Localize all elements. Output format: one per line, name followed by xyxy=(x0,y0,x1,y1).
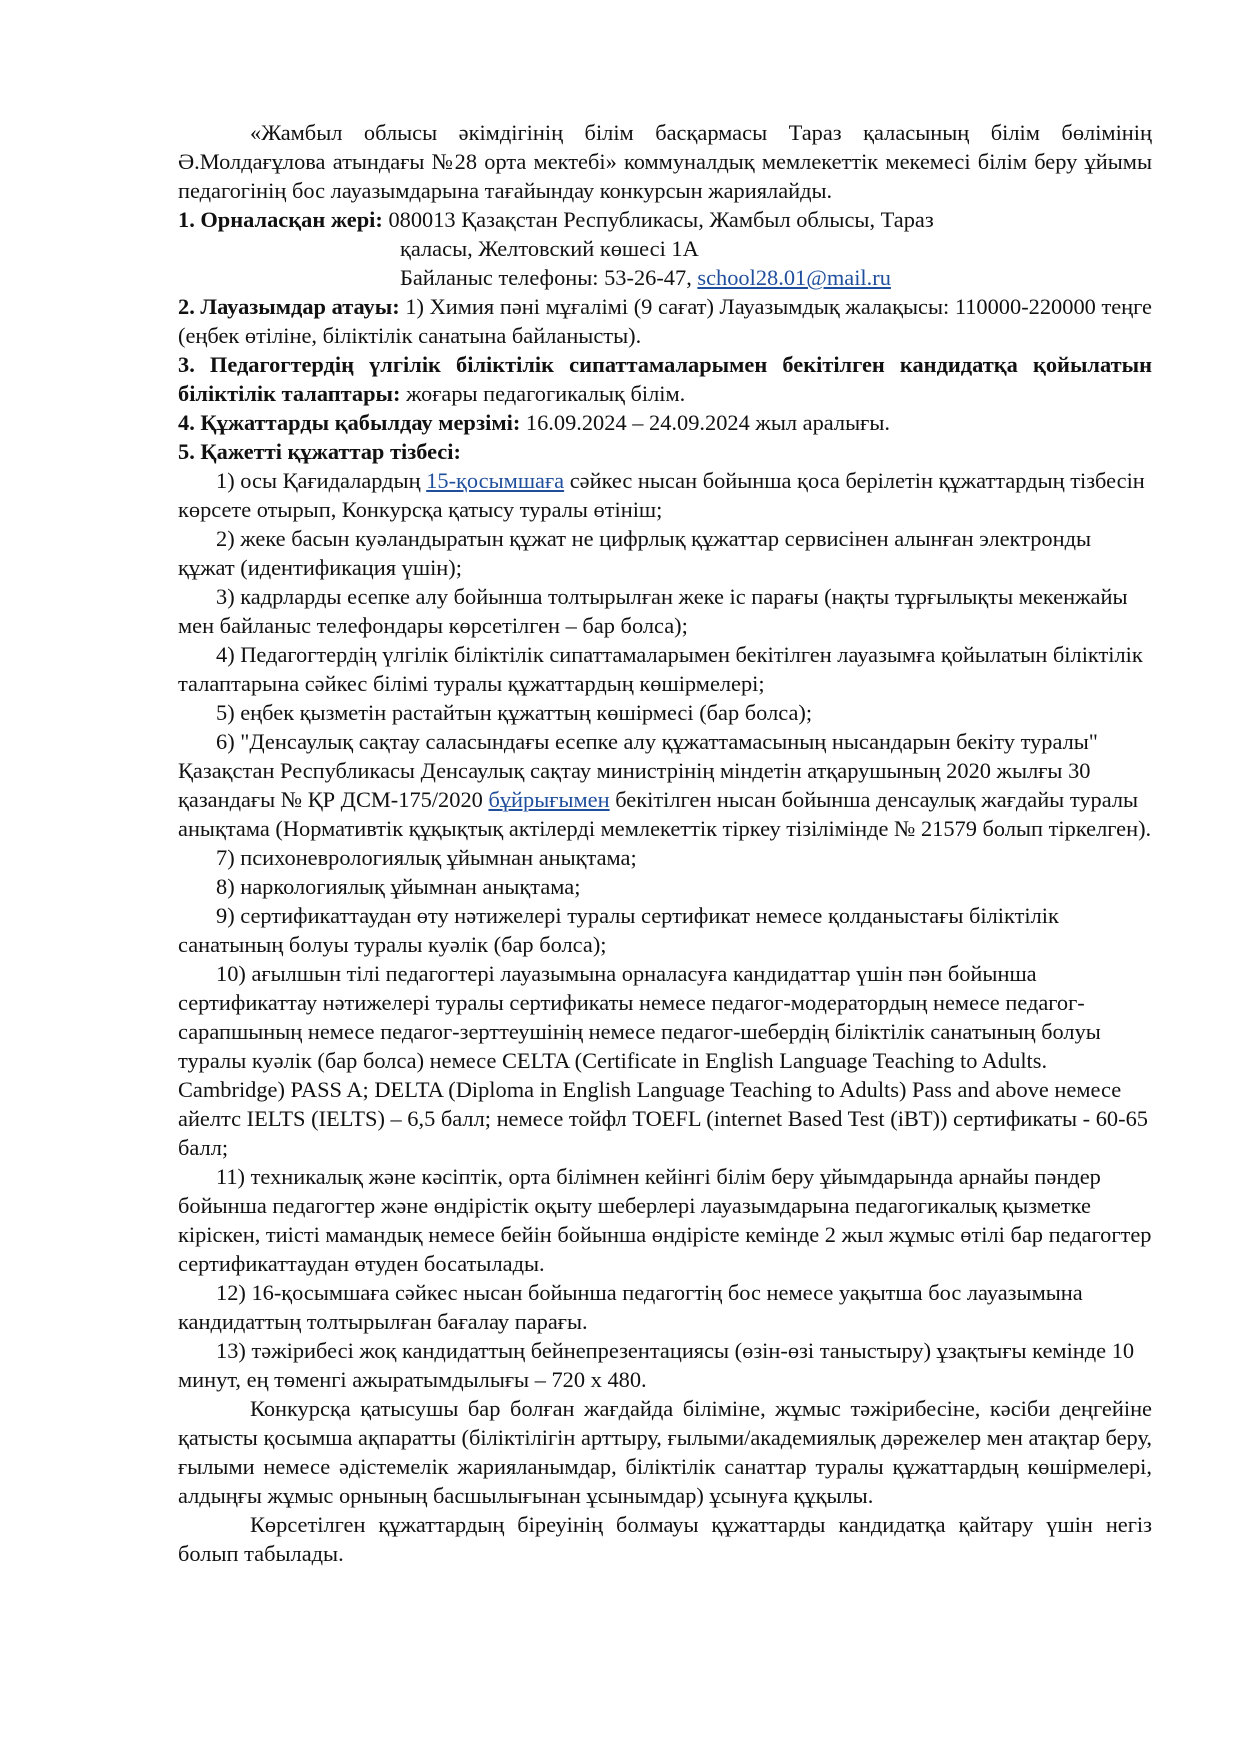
doc-item-11: 11) техникалық және кәсіптік, орта білімнен кейінгі білім беру ұйымдарында арнайы пәндер бойынша педагогтер және өндірістік оқыту шеберлері лауазымдарына педагогикалық қызметке кіріскен, тиісті мамандық немесе бейін бойынша өндірісте кемінде 2 жыл жұмыс өтілі бар педагогтер сертификаттаудан өтуден босатылады. xyxy=(178,1164,1152,1276)
extra-info-paragraph: Конкурсқа қатысушы бар болған жағдайда біліміне, жұмыс тәжірибесіне, кәсіби деңгейіне қатысты қосымша ақпаратты (біліктілігін арттыру, ғылыми/академиялық дәрежелер мен атақтар беру, ғылыми немесе әдістемелік жарияланымдар, біліктілік санаттар туралы құжаттардың көшірмелері, алдыңғы жұмыс орнының басшылығынан ұсынымдар) ұсынуға құқылы. xyxy=(178,1396,1152,1508)
doc-item-10: 10) ағылшын тілі педагогтері лауазымына орналасуға кандидаттар үшін пән бойынша сертификаттау нәтижелері туралы сертификаты немесе педагог-модератордың немесе педагог-сарапшының немесе педагог-зерттеушінің немесе педагог-шебердің біліктілік санатының болуы туралы куәлік (бар болса) немесе CELTA (Certificate in English Language Teaching to Adults. Cambridge) PASS A; DELTA (Diploma in English Language Teaching to Adults) Pass and above немесе айелтс IELTS (IELTS) – 6,5 балл; немесе тойфл TOEFL (internet Based Test (iBT)) сертификаты - 60-65 балл; xyxy=(178,961,1148,1160)
position-label: 2. Лауазымдар атауы: xyxy=(178,294,400,319)
annex-15-link[interactable]: 15-қосымшаға xyxy=(426,468,565,493)
doc-item-13: 13) тәжірибесі жоқ кандидаттың бейнепрезентациясы (өзін-өзі таныстыру) ұзақтығы кемінде 10 минут, ең төменгі ажыратымдылығы – 720 x 480. xyxy=(178,1338,1135,1392)
doc-item-5: 5) еңбек қызметін растайтын құжаттың көшірмесі (бар болса); xyxy=(216,700,813,725)
requirements-paragraph xyxy=(178,350,1152,408)
intro-paragraph: «Жамбыл облысы әкімдігінің білім басқармасы Тараз қаласының білім бөлімінің Ә.Молдағұлова атындағы №28 орта мектебі» коммуналдық мемлекеттік мекемесі білім беру ұйымы педагогінің бос лауазымдарына тағайындау конкурсын жариялайды. xyxy=(178,120,1152,203)
closing-paragraph: Көрсетілген құжаттардың біреуінің болмауы құжаттарды кандидатқа қайтару үшін негіз болып табылады. xyxy=(178,1512,1152,1566)
position-text: 1) Химия пәні мұғалімі (9 сағат) Лауазымдық жалақысы: 110000-220000 теңге (еңбек өтіліне, біліктілік санатына байланысты). xyxy=(178,294,1152,348)
document-page xyxy=(178,118,1152,1568)
doc-item-12: 12) 16-қосымшаға сәйкес нысан бойынша педагогтің бос немесе уақытша бос лауазымына кандидаттың толтырылған бағалау парағы. xyxy=(178,1280,1083,1334)
location-label: 1. Орналасқан жері: xyxy=(178,207,383,232)
position-paragraph xyxy=(178,292,1152,350)
doc-item-7: 7) психоневрологиялық ұйымнан анықтама; xyxy=(216,845,637,870)
doc-item-9: 9) сертификаттаудан өту нәтижелері туралы сертификат немесе қолданыстағы біліктілік санатының болуы туралы куәлік (бар болса); xyxy=(178,903,1059,957)
docs-heading xyxy=(178,437,1152,466)
doc-item-8: 8) наркологиялық ұйымнан анықтама; xyxy=(216,874,581,899)
doc-item-1-text-b: сәйкес нысан бойынша қоса берілетін құжаттардың тізбесін көрсете отырып, Конкурсқа қатысу туралы өтініш; xyxy=(178,468,1145,522)
deadline-text: 16.09.2024 – 24.09.2024 жыл аралығы. xyxy=(520,410,890,435)
order-link[interactable]: бұйрығымен xyxy=(488,787,610,812)
phone-text: Байланыс телефоны: 53-26-47, xyxy=(400,265,698,290)
doc-item-6-text-b: бекітілген нысан бойынша денсаулық жағдайы туралы анықтама (Нормативтік құқықтық актілерді мемлекеттік тіркеу тізілімінде № 21579 болып тіркелген). xyxy=(178,787,1152,841)
contact-line xyxy=(178,263,1152,292)
doc-item-2: 2) жеке басын куәландыратын құжат не цифрлық құжаттар сервисінен алынған электронды құжат (идентификация үшін); xyxy=(178,526,1092,580)
doc-item-6 xyxy=(178,727,1152,843)
doc-item-3: 3) кадрларды есепке алу бойынша толтырылған жеке іс парағы (нақты тұрғылықты мекенжайы мен байланыс телефондары көрсетілген – бар болса); xyxy=(178,584,1128,638)
location-address-1: 080013 Қазақстан Республикасы, Жамбыл облысы, Тараз xyxy=(382,207,934,232)
doc-item-1-text-a: 1) осы Қағидалардың xyxy=(216,468,427,493)
doc-item-4: 4) Педагогтердің үлгілік біліктілік сипаттамаларымен бекітілген лауазымға қойылатын біліктілік талаптарына сәйкес білімі туралы құжаттардың көшірмелері; xyxy=(178,642,1143,696)
doc-item-1 xyxy=(178,466,1152,524)
docs-label: 5. Қажетті құжаттар тізбесі: xyxy=(178,439,461,464)
location-line xyxy=(178,205,1152,234)
requirements-text: жоғары педагогикалық білім. xyxy=(400,381,686,406)
requirements-label: 3. Педагогтердің үлгілік біліктілік сипаттамаларымен бекітілген кандидатқа қойылатын біліктілік талаптары: xyxy=(178,352,1152,406)
email-link[interactable]: school28.01@mail.ru xyxy=(697,265,891,290)
deadline-paragraph xyxy=(178,408,1152,437)
deadline-label: 4. Құжаттарды қабылдау мерзімі: xyxy=(178,410,521,435)
location-address-2: қаласы, Желтовский көшесі 1А xyxy=(400,236,699,261)
doc-item-6-text-a: 6) "Денсаулық сақтау саласындағы есепке алу құжаттамасының нысандарын бекіту туралы" Қазақстан Республикасы Денсаулық сақтау министрінің міндетін атқарушының 2020 жылғы 30 қазандағы № ҚР ДСМ-175/2020 xyxy=(178,729,1098,812)
